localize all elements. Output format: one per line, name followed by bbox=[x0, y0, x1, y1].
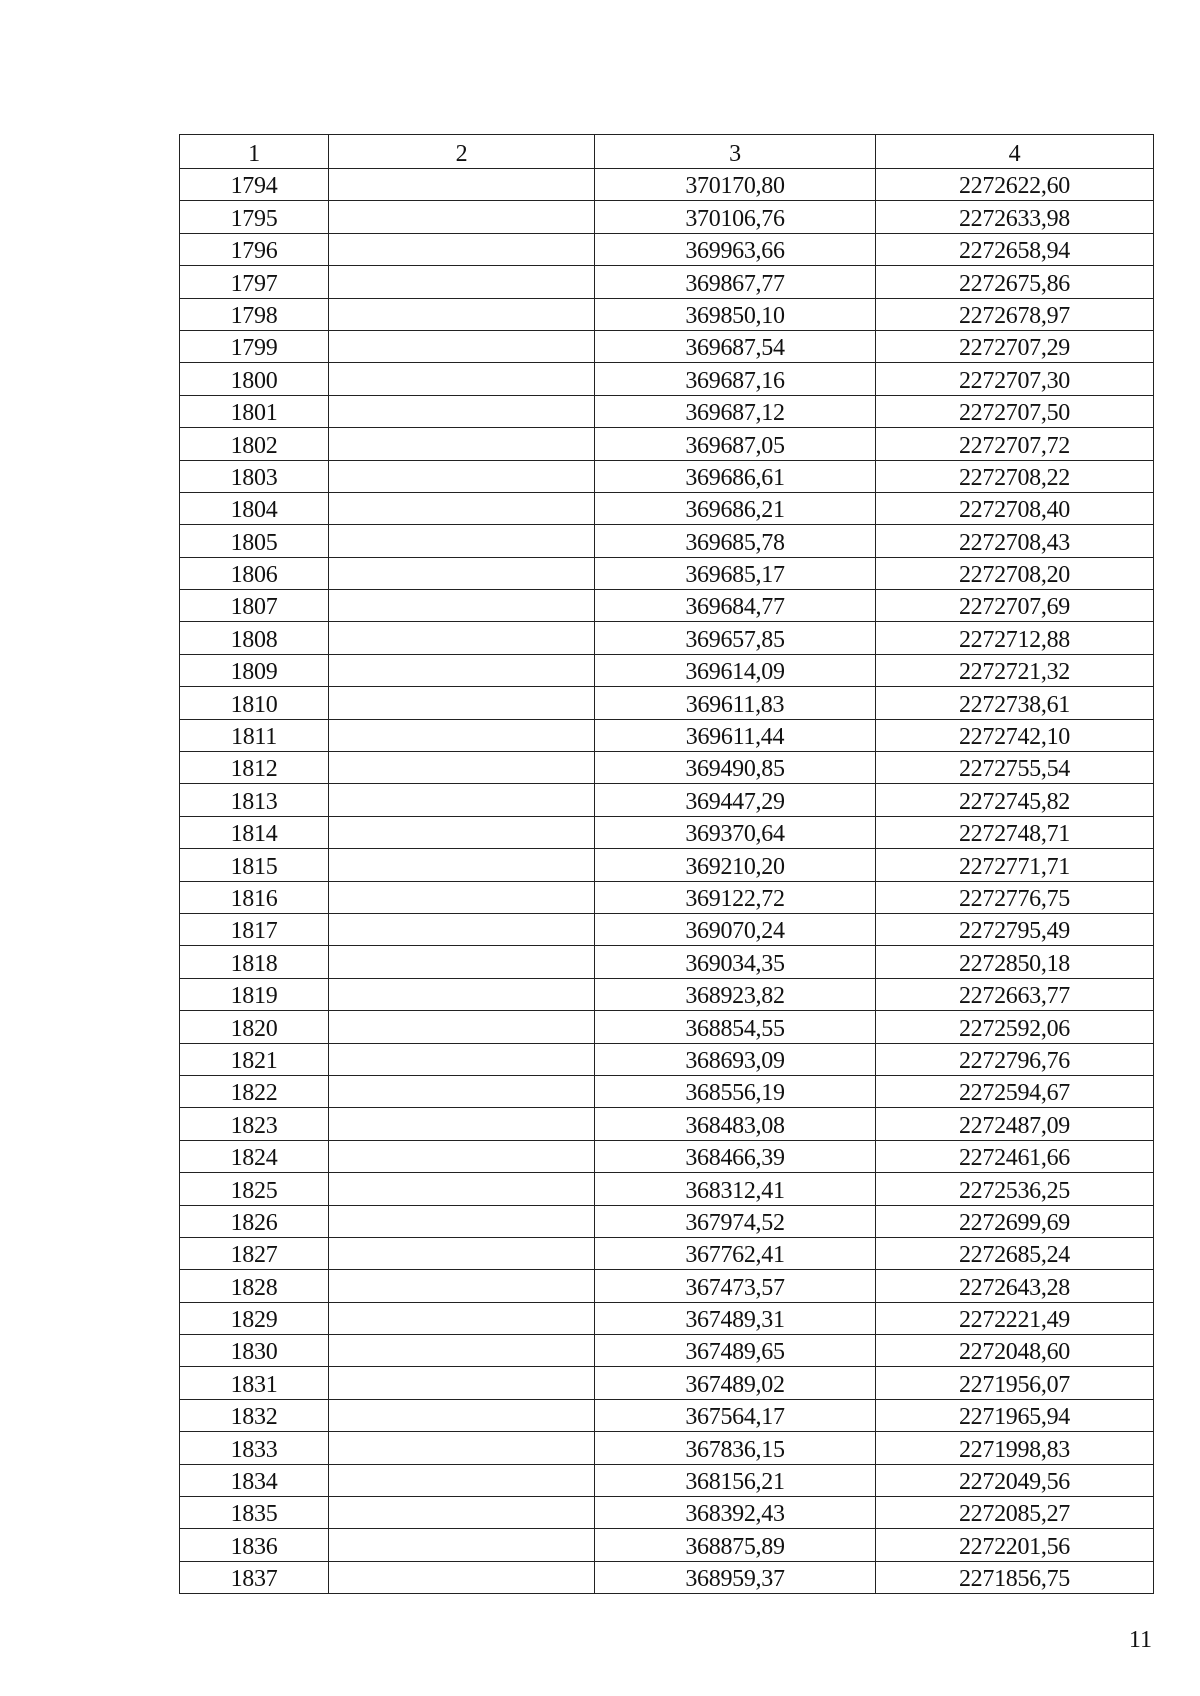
description-cell bbox=[329, 169, 595, 201]
point-number-cell: 1836 bbox=[180, 1529, 329, 1561]
point-number-cell: 1806 bbox=[180, 557, 329, 589]
y-coordinate-cell: 2272776,75 bbox=[876, 881, 1154, 913]
table-row bbox=[180, 1529, 1154, 1561]
point-number-cell: 1799 bbox=[180, 330, 329, 362]
x-coordinate-cell: 368875,89 bbox=[595, 1529, 876, 1561]
point-number-cell: 1807 bbox=[180, 590, 329, 622]
description-cell bbox=[329, 1335, 595, 1367]
table-row bbox=[180, 492, 1154, 524]
point-number-cell: 1837 bbox=[180, 1561, 329, 1593]
table-row bbox=[180, 525, 1154, 557]
table-row bbox=[180, 169, 1154, 201]
point-number-cell: 1833 bbox=[180, 1432, 329, 1464]
table-row bbox=[180, 201, 1154, 233]
point-number-cell: 1804 bbox=[180, 492, 329, 524]
point-number-cell: 1796 bbox=[180, 233, 329, 265]
y-coordinate-cell: 2272699,69 bbox=[876, 1205, 1154, 1237]
description-cell bbox=[329, 266, 595, 298]
x-coordinate-cell: 369447,29 bbox=[595, 784, 876, 816]
x-coordinate-cell: 369370,64 bbox=[595, 816, 876, 848]
column-header-2: 2 bbox=[329, 135, 595, 169]
description-cell bbox=[329, 946, 595, 978]
x-coordinate-cell: 369210,20 bbox=[595, 849, 876, 881]
description-cell bbox=[329, 687, 595, 719]
x-coordinate-cell: 368483,08 bbox=[595, 1108, 876, 1140]
description-cell bbox=[329, 492, 595, 524]
point-number-cell: 1798 bbox=[180, 298, 329, 330]
table-row bbox=[180, 1497, 1154, 1529]
x-coordinate-cell: 367473,57 bbox=[595, 1270, 876, 1302]
description-cell bbox=[329, 1205, 595, 1237]
y-coordinate-cell: 2272633,98 bbox=[876, 201, 1154, 233]
y-coordinate-cell: 2272487,09 bbox=[876, 1108, 1154, 1140]
x-coordinate-cell: 369687,05 bbox=[595, 428, 876, 460]
point-number-cell: 1822 bbox=[180, 1075, 329, 1107]
y-coordinate-cell: 2272712,88 bbox=[876, 622, 1154, 654]
description-cell bbox=[329, 913, 595, 945]
y-coordinate-cell: 2272745,82 bbox=[876, 784, 1154, 816]
point-number-cell: 1829 bbox=[180, 1302, 329, 1334]
x-coordinate-cell: 368156,21 bbox=[595, 1464, 876, 1496]
table-row bbox=[180, 330, 1154, 362]
point-number-cell: 1811 bbox=[180, 719, 329, 751]
table-row bbox=[180, 1043, 1154, 1075]
table-row bbox=[180, 622, 1154, 654]
table-row bbox=[180, 1335, 1154, 1367]
y-coordinate-cell: 2271856,75 bbox=[876, 1561, 1154, 1593]
y-coordinate-cell: 2272748,71 bbox=[876, 816, 1154, 848]
y-coordinate-cell: 2272594,67 bbox=[876, 1075, 1154, 1107]
point-number-cell: 1814 bbox=[180, 816, 329, 848]
column-header-4: 4 bbox=[876, 135, 1154, 169]
point-number-cell: 1816 bbox=[180, 881, 329, 913]
table-row bbox=[180, 1432, 1154, 1464]
description-cell bbox=[329, 849, 595, 881]
y-coordinate-cell: 2272663,77 bbox=[876, 978, 1154, 1010]
y-coordinate-cell: 2272742,10 bbox=[876, 719, 1154, 751]
table-row bbox=[180, 557, 1154, 589]
x-coordinate-cell: 369684,77 bbox=[595, 590, 876, 622]
table-row bbox=[180, 460, 1154, 492]
table-row bbox=[180, 1302, 1154, 1334]
x-coordinate-cell: 369034,35 bbox=[595, 946, 876, 978]
point-number-cell: 1818 bbox=[180, 946, 329, 978]
description-cell bbox=[329, 363, 595, 395]
description-cell bbox=[329, 654, 595, 686]
x-coordinate-cell: 369687,54 bbox=[595, 330, 876, 362]
y-coordinate-cell: 2272678,97 bbox=[876, 298, 1154, 330]
x-coordinate-cell: 367489,02 bbox=[595, 1367, 876, 1399]
x-coordinate-cell: 368312,41 bbox=[595, 1173, 876, 1205]
coordinates-table bbox=[179, 134, 1154, 1594]
x-coordinate-cell: 369685,17 bbox=[595, 557, 876, 589]
table-row bbox=[180, 978, 1154, 1010]
table-row bbox=[180, 1011, 1154, 1043]
y-coordinate-cell: 2272049,56 bbox=[876, 1464, 1154, 1496]
y-coordinate-cell: 2272622,60 bbox=[876, 169, 1154, 201]
point-number-cell: 1812 bbox=[180, 752, 329, 784]
description-cell bbox=[329, 1237, 595, 1269]
x-coordinate-cell: 367564,17 bbox=[595, 1399, 876, 1431]
point-number-cell: 1794 bbox=[180, 169, 329, 201]
x-coordinate-cell: 369685,78 bbox=[595, 525, 876, 557]
description-cell bbox=[329, 622, 595, 654]
description-cell bbox=[329, 719, 595, 751]
description-cell bbox=[329, 1529, 595, 1561]
description-cell bbox=[329, 1367, 595, 1399]
point-number-cell: 1830 bbox=[180, 1335, 329, 1367]
point-number-cell: 1810 bbox=[180, 687, 329, 719]
point-number-cell: 1819 bbox=[180, 978, 329, 1010]
description-cell bbox=[329, 1075, 595, 1107]
point-number-cell: 1820 bbox=[180, 1011, 329, 1043]
x-coordinate-cell: 369657,85 bbox=[595, 622, 876, 654]
table-row bbox=[180, 363, 1154, 395]
y-coordinate-cell: 2272085,27 bbox=[876, 1497, 1154, 1529]
x-coordinate-cell: 369686,21 bbox=[595, 492, 876, 524]
point-number-cell: 1823 bbox=[180, 1108, 329, 1140]
y-coordinate-cell: 2272771,71 bbox=[876, 849, 1154, 881]
table-row bbox=[180, 298, 1154, 330]
point-number-cell: 1813 bbox=[180, 784, 329, 816]
description-cell bbox=[329, 1173, 595, 1205]
description-cell bbox=[329, 1043, 595, 1075]
table-row bbox=[180, 946, 1154, 978]
y-coordinate-cell: 2272592,06 bbox=[876, 1011, 1154, 1043]
x-coordinate-cell: 367836,15 bbox=[595, 1432, 876, 1464]
description-cell bbox=[329, 1140, 595, 1172]
point-number-cell: 1821 bbox=[180, 1043, 329, 1075]
point-number-cell: 1828 bbox=[180, 1270, 329, 1302]
table-row bbox=[180, 1399, 1154, 1431]
x-coordinate-cell: 368854,55 bbox=[595, 1011, 876, 1043]
x-coordinate-cell: 370170,80 bbox=[595, 169, 876, 201]
x-coordinate-cell: 369611,83 bbox=[595, 687, 876, 719]
description-cell bbox=[329, 1108, 595, 1140]
y-coordinate-cell: 2272643,28 bbox=[876, 1270, 1154, 1302]
point-number-cell: 1808 bbox=[180, 622, 329, 654]
y-coordinate-cell: 2272738,61 bbox=[876, 687, 1154, 719]
point-number-cell: 1805 bbox=[180, 525, 329, 557]
description-cell bbox=[329, 816, 595, 848]
point-number-cell: 1802 bbox=[180, 428, 329, 460]
table-row bbox=[180, 1561, 1154, 1593]
table-row bbox=[180, 654, 1154, 686]
table-row bbox=[180, 816, 1154, 848]
x-coordinate-cell: 368392,43 bbox=[595, 1497, 876, 1529]
y-coordinate-cell: 2272707,50 bbox=[876, 395, 1154, 427]
y-coordinate-cell: 2272707,69 bbox=[876, 590, 1154, 622]
description-cell bbox=[329, 752, 595, 784]
table-row bbox=[180, 233, 1154, 265]
point-number-cell: 1831 bbox=[180, 1367, 329, 1399]
column-header-1: 1 bbox=[180, 135, 329, 169]
x-coordinate-cell: 369122,72 bbox=[595, 881, 876, 913]
point-number-cell: 1835 bbox=[180, 1497, 329, 1529]
description-cell bbox=[329, 201, 595, 233]
table-row bbox=[180, 1464, 1154, 1496]
x-coordinate-cell: 369687,16 bbox=[595, 363, 876, 395]
y-coordinate-cell: 2272707,30 bbox=[876, 363, 1154, 395]
description-cell bbox=[329, 460, 595, 492]
x-coordinate-cell: 367489,65 bbox=[595, 1335, 876, 1367]
table-row bbox=[180, 687, 1154, 719]
table-row bbox=[180, 590, 1154, 622]
description-cell bbox=[329, 1302, 595, 1334]
description-cell bbox=[329, 1270, 595, 1302]
x-coordinate-cell: 369963,66 bbox=[595, 233, 876, 265]
point-number-cell: 1824 bbox=[180, 1140, 329, 1172]
table-row bbox=[180, 395, 1154, 427]
y-coordinate-cell: 2271998,83 bbox=[876, 1432, 1154, 1464]
point-number-cell: 1815 bbox=[180, 849, 329, 881]
x-coordinate-cell: 369490,85 bbox=[595, 752, 876, 784]
y-coordinate-cell: 2272658,94 bbox=[876, 233, 1154, 265]
table-row bbox=[180, 1237, 1154, 1269]
x-coordinate-cell: 368693,09 bbox=[595, 1043, 876, 1075]
x-coordinate-cell: 369867,77 bbox=[595, 266, 876, 298]
table-row bbox=[180, 266, 1154, 298]
y-coordinate-cell: 2272721,32 bbox=[876, 654, 1154, 686]
table-body bbox=[180, 169, 1154, 1594]
description-cell bbox=[329, 590, 595, 622]
y-coordinate-cell: 2272685,24 bbox=[876, 1237, 1154, 1269]
y-coordinate-cell: 2272221,49 bbox=[876, 1302, 1154, 1334]
x-coordinate-cell: 369850,10 bbox=[595, 298, 876, 330]
y-coordinate-cell: 2272708,20 bbox=[876, 557, 1154, 589]
y-coordinate-cell: 2272755,54 bbox=[876, 752, 1154, 784]
description-cell bbox=[329, 1399, 595, 1431]
y-coordinate-cell: 2271965,94 bbox=[876, 1399, 1154, 1431]
column-header-3: 3 bbox=[595, 135, 876, 169]
point-number-cell: 1797 bbox=[180, 266, 329, 298]
description-cell bbox=[329, 881, 595, 913]
description-cell bbox=[329, 1432, 595, 1464]
table-row bbox=[180, 784, 1154, 816]
x-coordinate-cell: 369611,44 bbox=[595, 719, 876, 751]
y-coordinate-cell: 2272461,66 bbox=[876, 1140, 1154, 1172]
y-coordinate-cell: 2272536,25 bbox=[876, 1173, 1154, 1205]
y-coordinate-cell: 2272796,76 bbox=[876, 1043, 1154, 1075]
x-coordinate-cell: 369686,61 bbox=[595, 460, 876, 492]
table-row bbox=[180, 1140, 1154, 1172]
description-cell bbox=[329, 1464, 595, 1496]
y-coordinate-cell: 2272708,22 bbox=[876, 460, 1154, 492]
y-coordinate-cell: 2272850,18 bbox=[876, 946, 1154, 978]
x-coordinate-cell: 367974,52 bbox=[595, 1205, 876, 1237]
x-coordinate-cell: 369070,24 bbox=[595, 913, 876, 945]
point-number-cell: 1827 bbox=[180, 1237, 329, 1269]
table-row bbox=[180, 1270, 1154, 1302]
description-cell bbox=[329, 330, 595, 362]
point-number-cell: 1817 bbox=[180, 913, 329, 945]
page-number: 11 bbox=[1128, 1627, 1152, 1653]
table-row bbox=[180, 1108, 1154, 1140]
x-coordinate-cell: 367489,31 bbox=[595, 1302, 876, 1334]
description-cell bbox=[329, 1561, 595, 1593]
description-cell bbox=[329, 1497, 595, 1529]
description-cell bbox=[329, 557, 595, 589]
table-row bbox=[180, 1205, 1154, 1237]
x-coordinate-cell: 367762,41 bbox=[595, 1237, 876, 1269]
point-number-cell: 1795 bbox=[180, 201, 329, 233]
y-coordinate-cell: 2272708,40 bbox=[876, 492, 1154, 524]
y-coordinate-cell: 2272708,43 bbox=[876, 525, 1154, 557]
point-number-cell: 1825 bbox=[180, 1173, 329, 1205]
x-coordinate-cell: 369687,12 bbox=[595, 395, 876, 427]
point-number-cell: 1803 bbox=[180, 460, 329, 492]
table-row bbox=[180, 849, 1154, 881]
point-number-cell: 1826 bbox=[180, 1205, 329, 1237]
header-row bbox=[180, 135, 1154, 169]
table-row bbox=[180, 881, 1154, 913]
y-coordinate-cell: 2272048,60 bbox=[876, 1335, 1154, 1367]
table-header bbox=[180, 135, 1154, 169]
point-number-cell: 1834 bbox=[180, 1464, 329, 1496]
description-cell bbox=[329, 978, 595, 1010]
y-coordinate-cell: 2272201,56 bbox=[876, 1529, 1154, 1561]
description-cell bbox=[329, 428, 595, 460]
x-coordinate-cell: 370106,76 bbox=[595, 201, 876, 233]
y-coordinate-cell: 2272675,86 bbox=[876, 266, 1154, 298]
description-cell bbox=[329, 298, 595, 330]
point-number-cell: 1809 bbox=[180, 654, 329, 686]
y-coordinate-cell: 2272707,29 bbox=[876, 330, 1154, 362]
x-coordinate-cell: 368556,19 bbox=[595, 1075, 876, 1107]
description-cell bbox=[329, 233, 595, 265]
x-coordinate-cell: 368923,82 bbox=[595, 978, 876, 1010]
table-row bbox=[180, 719, 1154, 751]
description-cell bbox=[329, 1011, 595, 1043]
point-number-cell: 1832 bbox=[180, 1399, 329, 1431]
y-coordinate-cell: 2272795,49 bbox=[876, 913, 1154, 945]
table-row bbox=[180, 913, 1154, 945]
description-cell bbox=[329, 525, 595, 557]
table-row bbox=[180, 1075, 1154, 1107]
point-number-cell: 1800 bbox=[180, 363, 329, 395]
table-row bbox=[180, 1367, 1154, 1399]
y-coordinate-cell: 2272707,72 bbox=[876, 428, 1154, 460]
description-cell bbox=[329, 395, 595, 427]
x-coordinate-cell: 368466,39 bbox=[595, 1140, 876, 1172]
table-row bbox=[180, 752, 1154, 784]
table-row bbox=[180, 1173, 1154, 1205]
table-row bbox=[180, 428, 1154, 460]
y-coordinate-cell: 2271956,07 bbox=[876, 1367, 1154, 1399]
description-cell bbox=[329, 784, 595, 816]
x-coordinate-cell: 369614,09 bbox=[595, 654, 876, 686]
point-number-cell: 1801 bbox=[180, 395, 329, 427]
x-coordinate-cell: 368959,37 bbox=[595, 1561, 876, 1593]
